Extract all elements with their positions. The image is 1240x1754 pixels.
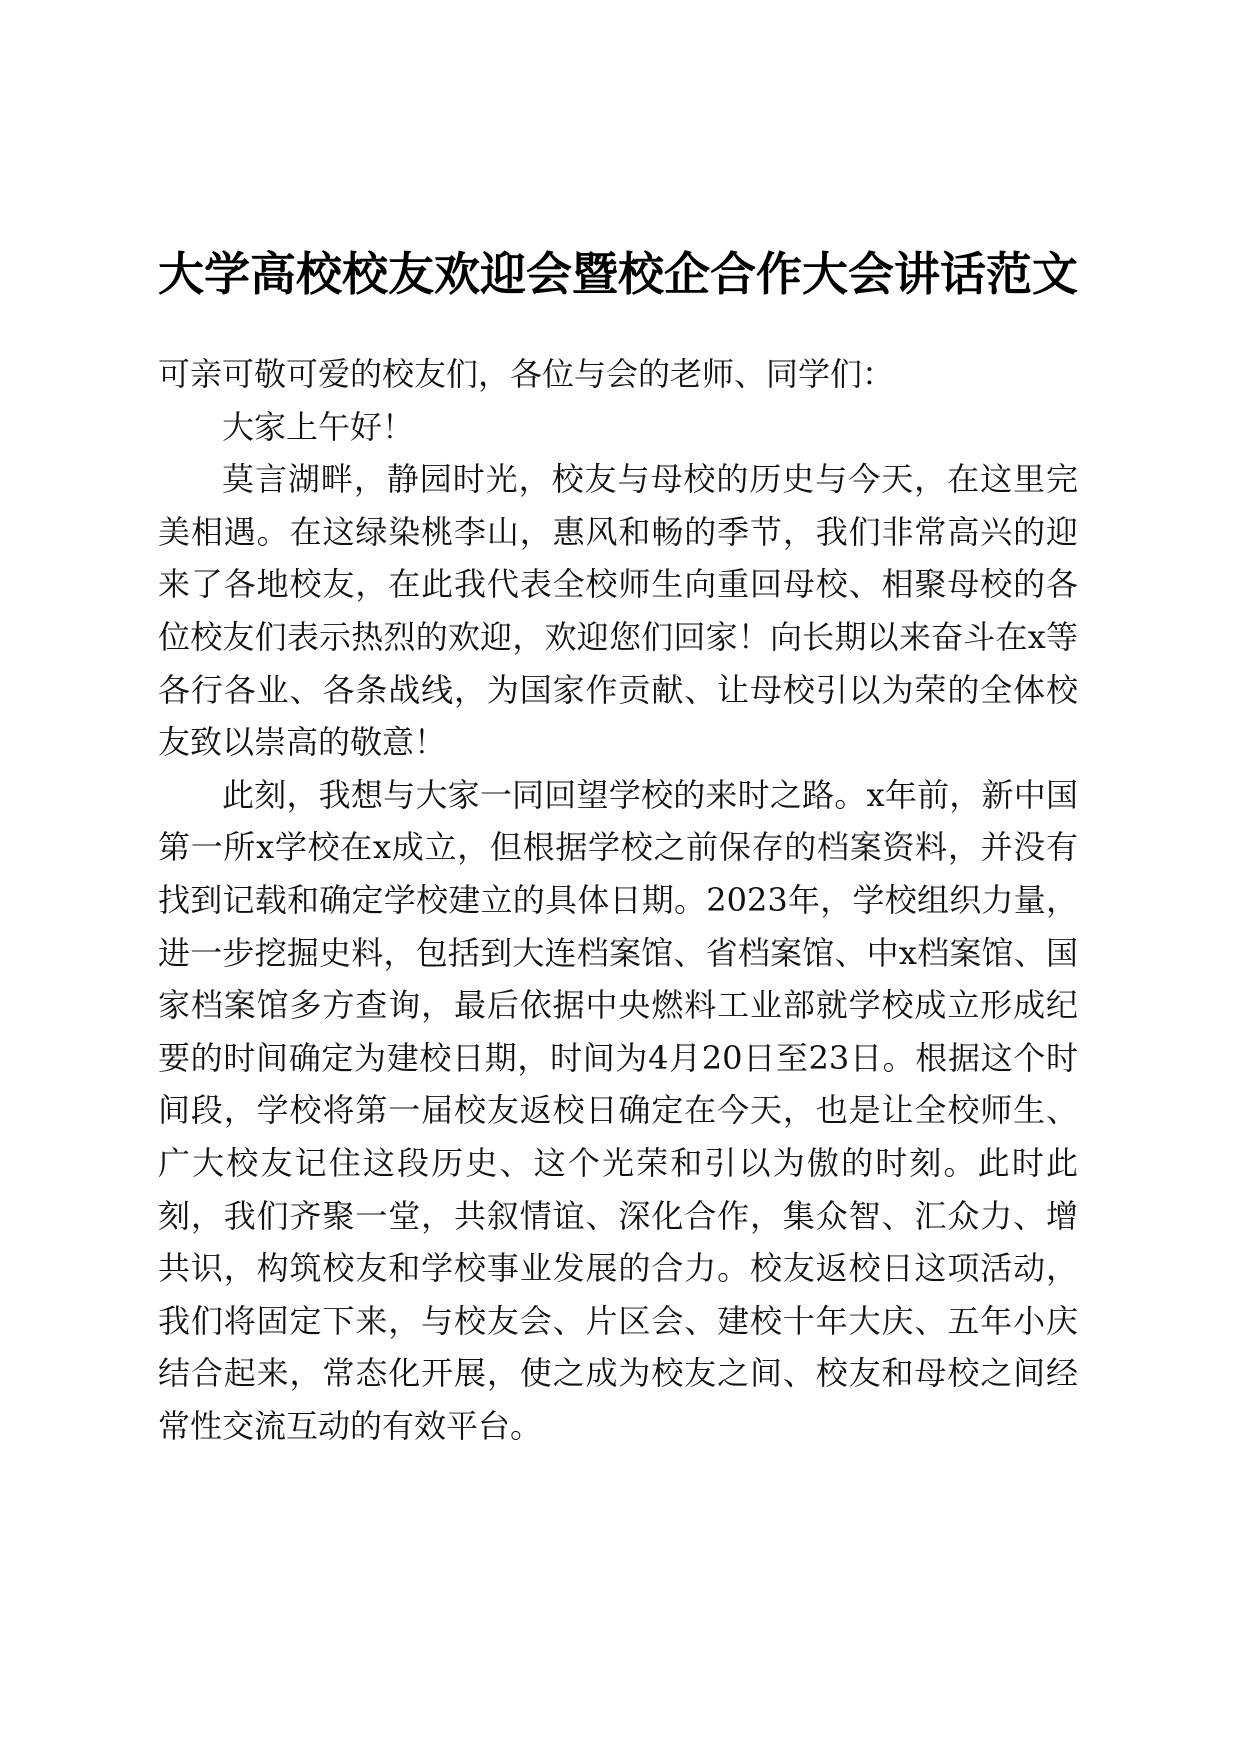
paragraph: 此刻，我想与大家一同回望学校的来时之路。x年前，新中国第一所x学校在x成立，但根据学校之前保存的档案资料，并没有找到记载和确定学校建立的具体日期。2023年，学校组织力量，进一步挖掘史料，包括到大连档案馆、省档案馆、中x档案馆、国家档案馆多方查询，最后依据中央燃料工业部就学校成立形成纪要的时间确定为建校日期，时间为4月20日至23日。根据这个时间段，学校将第一届校友返校日确定在今天，也是让全校师生、广大校友记住这段历史、这个光荣和引以为傲的时刻。此时此刻，我们齐聚一堂，共叙情谊、深化合作，集众智、汇众力、增共识，构筑校友和学校事业发展的合力。校友返校日这项活动，我们将固定下来，与校友会、片区会、建校十年大庆、五年小庆结合起来，常态化开展，使之成为校友之间、校友和母校之间经常性交流互动的有效平台。 — [158, 775, 1078, 1445]
paragraph: 莫言湖畔，静园时光，校友与母校的历史与今天，在这里完美相遇。在这绿染桃李山，惠风和畅的季节，我们非常高兴的迎来了各地校友，在此我代表全校师生向重回母校、相聚母校的各位校友们表示热烈的欢迎，欢迎您们回家！向长期以来奋斗在x等各行各业、各条战线，为国家作贡献、让母校引以为荣的全体校友致以崇高的敬意！ — [158, 460, 1078, 762]
greeting: 大家上午好！ — [222, 407, 415, 446]
document-body — [158, 348, 1078, 1452]
document-title: 大学高校校友欢迎会暨校企合作大会讲话范文 — [158, 247, 1078, 301]
salutation: 可亲可敬可爱的校友们，各位与会的老师、同学们： — [158, 355, 895, 393]
